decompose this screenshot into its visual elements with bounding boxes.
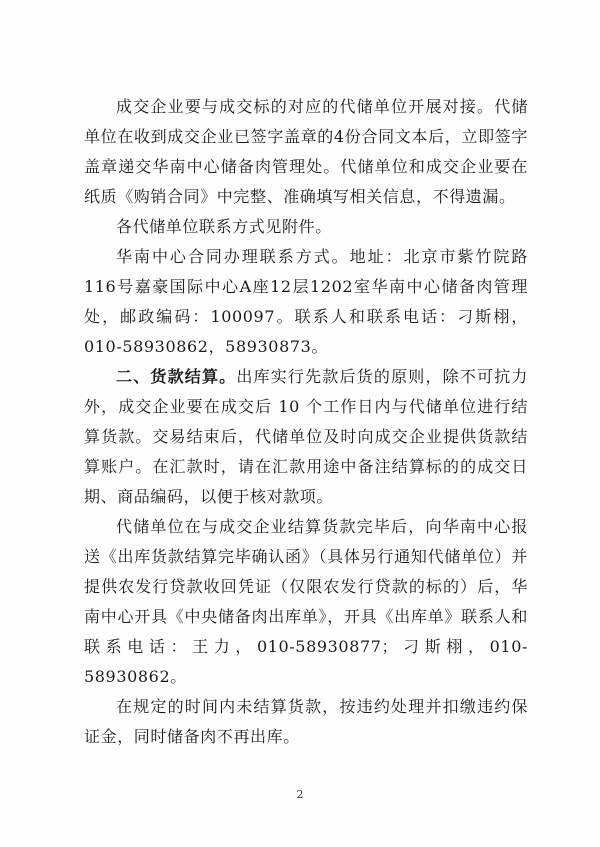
page-number: 2	[296, 788, 304, 801]
section-text-payment: 出库实行先款后货的原则，除不可抗力外，成交企业要在成交后 10 个工作日内与代储单位进行结算货款。交易结束后，代储单位及时向成交企业提供货款结算账户。在汇款时，请在汇款用途中备注结算标的的成交日期、商品编码，以便于核对款项。	[84, 367, 529, 506]
paragraph-contract-handover: 成交企业要与成交标的对应的代储单位开展对接。代储单位在收到成交企业已签字盖章的4份合同文本后，立即签字盖章递交华南中心储备肉管理处。代储单位和成交企业要在纸质《购销合同》中完整、准确填写相关信息，不得遗漏。	[84, 97, 528, 206]
document-body	[84, 92, 528, 752]
section-heading-payment: 二、货款结算。	[116, 367, 237, 386]
paragraph-payment-settlement	[84, 362, 528, 512]
paragraph-contact-attachment: 各代储单位联系方式见附件。	[116, 217, 332, 236]
paragraph-default-penalty: 在规定的时间内未结算货款，按违约处理并扣缴违约保证金，同时储备肉不再出库。	[84, 697, 528, 746]
paragraph-contract-contact: 华南中心合同办理联系方式。地址：北京市紫竹院路116号嘉豪国际中心A座12层1202室华南中心储备肉管理处，邮政编码：100097。联系人和联系电话：刁斯栩，010-58930862，58930873。	[84, 247, 528, 356]
paragraph-release-confirmation: 代储单位在与成交企业结算货款完毕后，向华南中心报送《出库货款结算完毕确认函》（具体另行通知代储单位）并提供农发行贷款收回凭证（仅限农发行贷款的标的）后，华南中心开具《中央储备肉出库单》，开具《出库单》联系人和联系电话：王力，010-58930877；刁斯栩，010-58930862。	[84, 517, 528, 686]
